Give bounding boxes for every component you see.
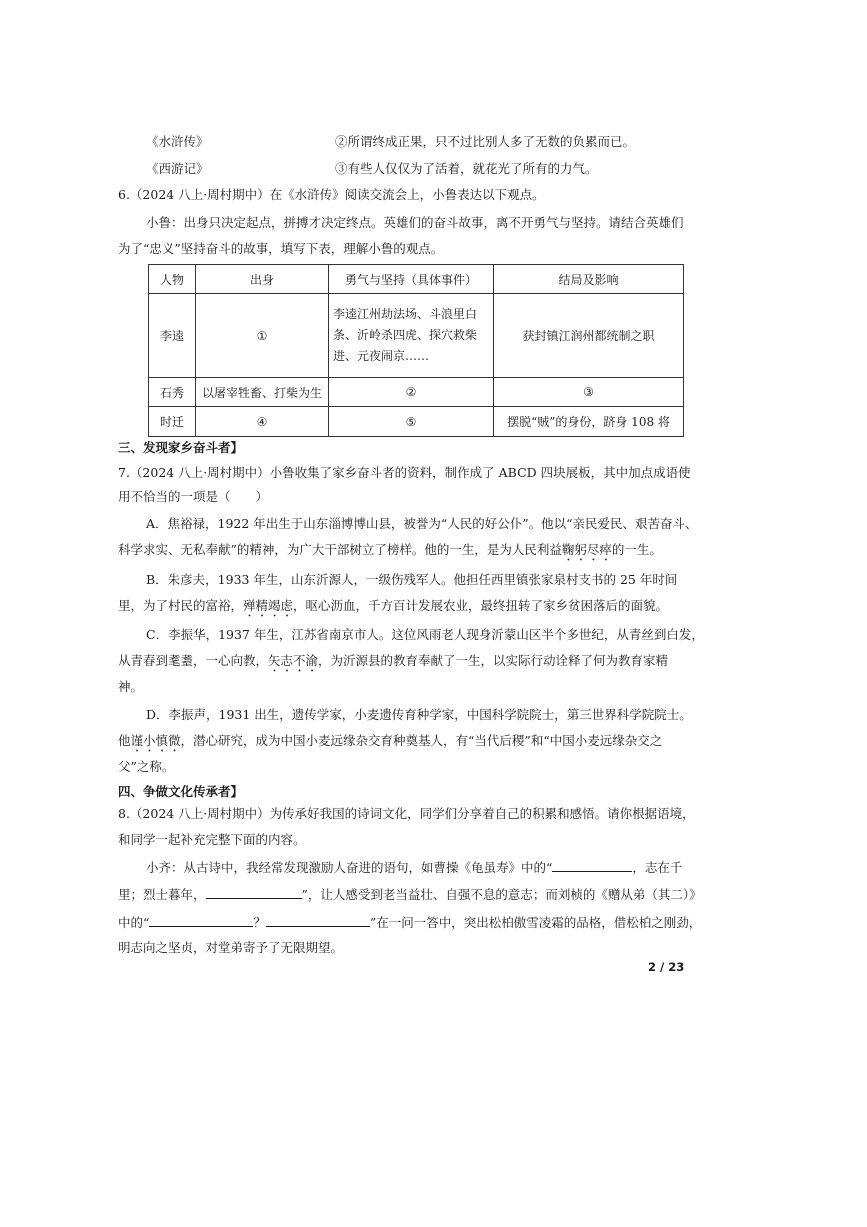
table-cell-result: 摆脱“贼”的身份，跻身 108 将 <box>494 407 684 437</box>
table-header: 勇气与坚持（具体事件） <box>329 265 494 294</box>
question-8-stem-line2: 和同学一起补充完整下面的内容。 <box>118 832 306 847</box>
para-text: ？ <box>253 915 266 930</box>
table-cell-result: 获封镇江润州都统制之职 <box>494 294 684 378</box>
question-6-paragraph-line2: 为了“忠义”坚持奋斗的故事，填写下表，理解小鲁的观点。 <box>118 241 444 256</box>
option-c-line3: 神。 <box>118 679 144 694</box>
match-option-1: ②所谓终成正果，只不过比别人多了无数的负累而已。 <box>335 134 636 149</box>
option-d-text: ，潜心研究，成为中国小麦远缘杂交育种奠基人，有“当代后稷”和“中国小麦远缘杂交之 <box>180 733 663 748</box>
fill-blank-3[interactable] <box>149 912 253 927</box>
option-a-text: 的一生。 <box>611 542 662 557</box>
question-8-stem-line1: 8.（2024 八上·周村期中）为传承好我国的诗词文化，同学们分享着自己的积累和感悟。请你根据语境， <box>118 806 695 821</box>
table-row <box>149 378 684 407</box>
option-d-line2 <box>118 731 662 755</box>
para-text: 里；烈士暮年， <box>118 887 206 902</box>
match-book-1: 《水浒传》 <box>146 134 209 149</box>
dotted-idiom-d: 谨小慎微 <box>130 733 181 748</box>
section-heading-4: 四、争做文化传承者】 <box>118 784 244 799</box>
table-header: 结局及影响 <box>494 265 684 294</box>
question-7-stem-line1: 7.（2024 八上·周村期中）小鲁收集了家乡奋斗者的资料，制作成了 ABCD 四块展板，其中加点成语使 <box>118 465 691 480</box>
table-row <box>149 407 684 437</box>
option-c-text: 从青春到耄耋，一心向教， <box>118 653 269 668</box>
dotted-idiom-b: 殚精竭虑 <box>243 598 294 613</box>
option-a-line1: A．焦裕禄，1922 年出生于山东淄博博山县，被誉为“人民的好公仆”。他以“亲民爱民、艰苦奋斗、 <box>146 516 698 531</box>
table-cell-result: ③ <box>494 378 684 407</box>
option-d-text: 他 <box>118 733 131 748</box>
question-6-stem: 6.（2024 八上·周村期中）在《水浒传》阅读交流会上，小鲁表达以下观点。 <box>118 187 545 202</box>
option-d-line3: 父”之称。 <box>118 759 175 774</box>
option-c-line1: C．李振华，1937 年生，江苏省南京市人。这位风雨老人现身沂蒙山区半个多世纪，从青丝到白发， <box>146 627 704 642</box>
table-header: 人物 <box>149 265 196 294</box>
match-option-2: ③有些人仅仅为了活着，就花光了所有的力气。 <box>335 161 598 176</box>
fill-blank-4[interactable] <box>266 912 370 927</box>
deeds-line: 条、沂岭杀四虎、探穴救柴 <box>333 328 478 342</box>
deeds-line: 李逵江州劫法场、斗浪里白 <box>333 307 478 321</box>
table-cell-origin: ① <box>196 294 329 378</box>
dotted-idiom-a: 鞠躬尽瘁 <box>561 542 612 557</box>
table-cell-person: 石秀 <box>149 378 196 407</box>
question-8-para-line4: 明志向之坚贞，对堂弟寄予了无限期望。 <box>118 940 344 955</box>
table-cell-deeds: ② <box>329 378 494 407</box>
table-cell-deeds: ⑤ <box>329 407 494 437</box>
para-text: ”，让人感受到老当益壮、自强不息的意志；而刘桢的《赠从弟（其二）》 <box>301 887 702 902</box>
table-header-row <box>149 265 684 294</box>
table-header: 出身 <box>196 265 329 294</box>
para-text: ”在一问一答中，突出松柏傲雪凌霜的品格，借松柏之刚劲， <box>369 915 702 930</box>
option-b-line1: B．朱彦夫，1933 年生，山东沂源人，一级伤残军人。他担任西里镇张家泉村支书的 25 年时间 <box>146 572 678 587</box>
option-a-line2 <box>118 540 662 564</box>
fill-blank-1[interactable] <box>552 857 632 872</box>
table-cell-deeds <box>329 294 494 378</box>
deeds-line: 进、元夜闹京…… <box>333 349 430 363</box>
table-cell-origin: 以屠宰牲畜、打柴为生 <box>196 378 329 407</box>
table-row <box>149 294 684 378</box>
option-b-line2 <box>118 596 668 620</box>
question-7-stem-line2: 用不恰当的一项是（ ） <box>118 489 269 504</box>
fill-blank-2[interactable] <box>206 884 302 899</box>
option-b-text: ，呕心沥血，千方百计发展农业，最终扭转了家乡贫困落后的面貌。 <box>293 598 669 613</box>
para-text: ，志在千 <box>632 860 683 875</box>
table-cell-origin: ④ <box>196 407 329 437</box>
question-6-paragraph-line1: 小鲁：出身只决定起点，拼搏才决定终点。英雄们的奋斗故事，离不开勇气与坚持。请结合英雄们 <box>146 215 684 230</box>
question-8-para-line3 <box>118 912 701 933</box>
option-c-line2 <box>118 651 668 675</box>
para-text: 中的“ <box>118 915 150 930</box>
option-a-text: 科学求实、无私奉献”的精神，为广大干部树立了榜样。他的一生，是为人民利益 <box>118 542 562 557</box>
para-text: 小齐：从古诗中，我经常发现激励人奋进的语句，如曹操《龟虽寿》中的“ <box>146 860 553 875</box>
option-b-text: 里，为了村民的富裕， <box>118 598 244 613</box>
match-book-2: 《西游记》 <box>146 161 209 176</box>
dotted-idiom-c: 矢志不渝 <box>268 653 319 668</box>
option-d-line1: D．李振声，1931 出生，遗传学家，小麦遗传育种学家，中国科学院院士，第三世界科学院院士。 <box>146 707 692 722</box>
section-heading-3: 三、发现家乡奋斗者】 <box>118 440 244 455</box>
table-cell-person: 李逵 <box>149 294 196 378</box>
question-8-para-line1 <box>146 857 682 878</box>
page-number: 2 / 23 <box>648 960 685 974</box>
option-c-text: ，为沂源县的教育奉献了一生，以实际行动诠释了何为教育家精 <box>318 653 669 668</box>
hero-table <box>148 264 684 437</box>
question-8-para-line2 <box>118 884 702 905</box>
table-cell-person: 时迁 <box>149 407 196 437</box>
